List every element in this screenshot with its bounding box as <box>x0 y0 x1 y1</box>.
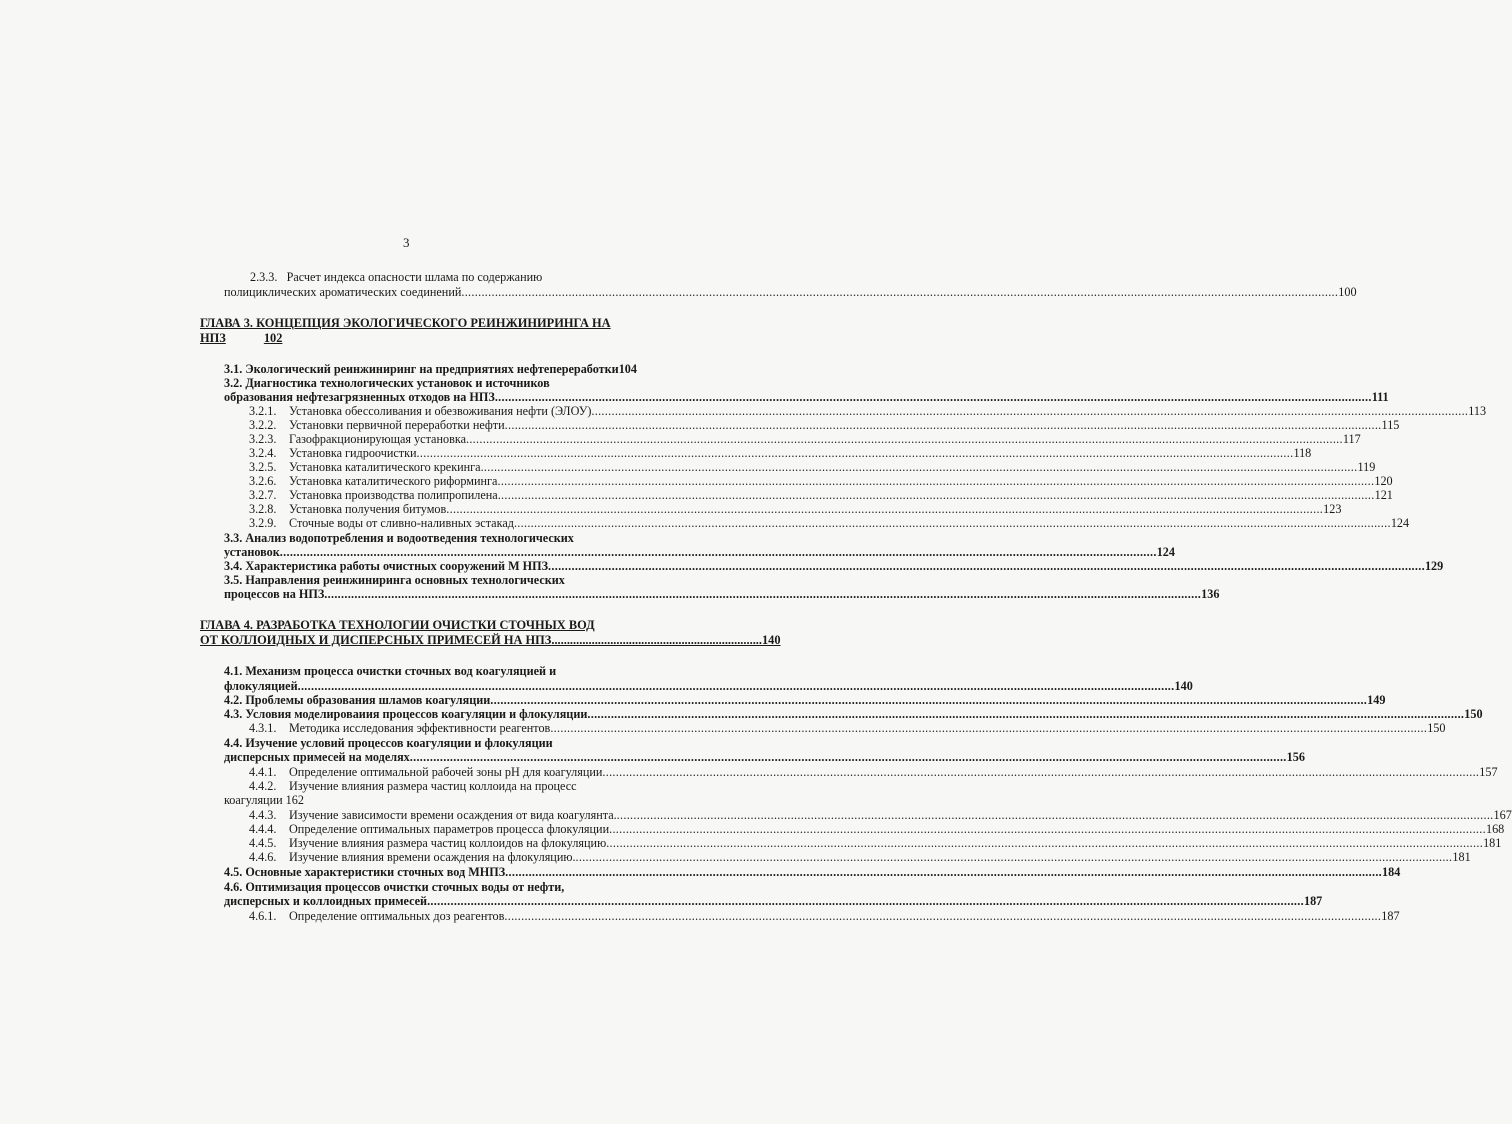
toc-entry-4-1: 4.1. Механизм процесса очистки сточных вод коагуляцией и <box>224 664 557 678</box>
toc-entry-3-2-7: 3.2.7. Установка производства полипропилена ..... 121 <box>249 488 623 502</box>
chapter-3-heading: ГЛАВА 3. КОНЦЕПЦИЯ ЭКОЛОГИЧЕСКОГО РЕИНЖИНИРИНГА НА <box>200 316 611 330</box>
toc-entry-4-1-cont: флокуляцией ..... 140 <box>224 679 636 693</box>
chapter-4-heading: ГЛАВА 4. РАЗРАБОТКА ТЕХНОЛОГИИ ОЧИСТКИ СТОЧНЫХ ВОД <box>200 618 595 632</box>
toc-entry-3-2-1: 3.2.1. Установка обессоливания и обезвоживания нефти (ЭЛОУ) ..... 113 <box>249 404 623 418</box>
toc-entry-4-4-cont: дисперсных примесей на моделях ..... 156 <box>224 750 636 764</box>
toc-entry-3-1: 3.1. Экологический реинжиниринг на предприятиях нефтепереработки104 <box>224 362 637 376</box>
toc-entry-3-3: 3.3. Анализ водопотребления и водоотведения технологических <box>224 531 574 545</box>
toc-entry-2-3-3-line1 <box>250 270 542 284</box>
toc-entry-3-5: 3.5. Направления реинжиниринга основных технологических <box>224 573 565 587</box>
toc-entry-4-3: 4.3. Условия моделироваиия процессов коагуляции и флокуляции ..... 150 <box>224 707 636 721</box>
toc-entry-3-2-5: 3.2.5. Установка каталитического крекинга ..... 119 <box>249 460 623 474</box>
toc-entry-4-6: 4.6. Оптимизация процессов очистки сточных воды от нефти, <box>224 880 565 894</box>
toc-entry-4-6-1: 4.6.1. Определение оптимальных доз реагентов ..... 187 <box>249 909 623 923</box>
toc-entry-3-2: 3.2. Диагностика технологических установок и источников <box>224 376 550 390</box>
toc-title: полициклических ароматических соединений <box>224 285 462 299</box>
toc-page: 100 <box>1338 285 1357 299</box>
toc-entry-3-2-4: 3.2.4. Установка гидроочистки ..... 118 <box>249 446 623 460</box>
toc-entry-3-3-cont: установок ..... 124 <box>224 545 636 559</box>
toc-entry-4-4-3: 4.4.3. Изучение зависимости времени осаждения от вида коагулянта. ..... 167 <box>249 808 637 822</box>
toc-entry-4-4-1: 4.4.1. Определение оптимальной рабочей зоны рН для коагуляции ..... 157 <box>249 765 637 779</box>
chapter-3-heading-cont: НПЗ 102 <box>200 331 283 345</box>
toc-entry-3-2-3: 3.2.3. Газофракционирующая установка ..... 117 <box>249 432 623 446</box>
toc-entry-3-2-8: 3.2.8. Установка получения битумов ..... 123 <box>249 502 623 516</box>
chapter-4-heading-cont: ОТ КОЛЛОИДНЫХ И ДИСПЕРСНЫХ ПРИМЕСЕЙ НА НПЗ .................................................................... 140 <box>200 633 781 647</box>
toc-entry-4-4-2-cont: коагуляции 162 <box>224 793 304 807</box>
toc-entry-2-3-3-line2 <box>224 285 1357 299</box>
toc-entry-3-2-2: 3.2.2. Установки первичной переработки нефти ..... 115 <box>249 418 623 432</box>
toc-entry-4-4: 4.4. Изучение условий процессов коагуляции и флокуляции <box>224 736 553 750</box>
toc-entry-3-4: 3.4. Характеристика работы очистных сооружений М НПЗ ..... 129 <box>224 559 636 573</box>
toc-entry-4-3-1: 4.3.1. Методика исследования эффективности реагентов ..... 150 <box>249 721 623 735</box>
page-number: 3 <box>403 235 410 250</box>
toc-title: Расчет индекса опасности шлама по содержанию <box>286 270 543 284</box>
toc-number: 2.3.3. <box>250 270 278 284</box>
toc-entry-3-5-cont: процессов на НПЗ ..... 136 <box>224 587 636 601</box>
toc-entry-3-2-6: 3.2.6. Установка каталитического риформинга ..... 120 <box>249 474 623 488</box>
toc-entry-3-2-cont: образования нефтезагрязненных отходов на НПЗ ..... 111 <box>224 390 636 404</box>
toc-entry-4-6-cont: дисперсных и коллоидных примесей ..... 187 <box>224 894 636 908</box>
toc-entry-4-4-4: 4.4.4. Определение оптимальных параметров процесса флокуляции ..... 168 <box>249 822 637 836</box>
toc-entry-4-5: 4.5. Основные характеристики сточных вод МНПЗ ..... 184 <box>224 865 636 879</box>
toc-entry-3-2-9: 3.2.9. Сточные воды от сливно-наливных эстакад ..... 124 <box>249 516 623 530</box>
toc-entry-4-4-6: 4.4.6. Изучение влияния времени осаждения на флокуляцию. ..... 181 <box>249 850 637 864</box>
toc-entry-4-4-2: 4.4.2. Изучение влияния размера частиц коллоида на процесс <box>249 779 577 793</box>
toc-entry-4-2: 4.2. Проблемы образования шламов коагуляции ..... 149 <box>224 693 636 707</box>
toc-entry-4-4-5: 4.4.5. Изучение влияния размера частиц коллоидов на флокуляцию ..... 181 <box>249 836 637 850</box>
